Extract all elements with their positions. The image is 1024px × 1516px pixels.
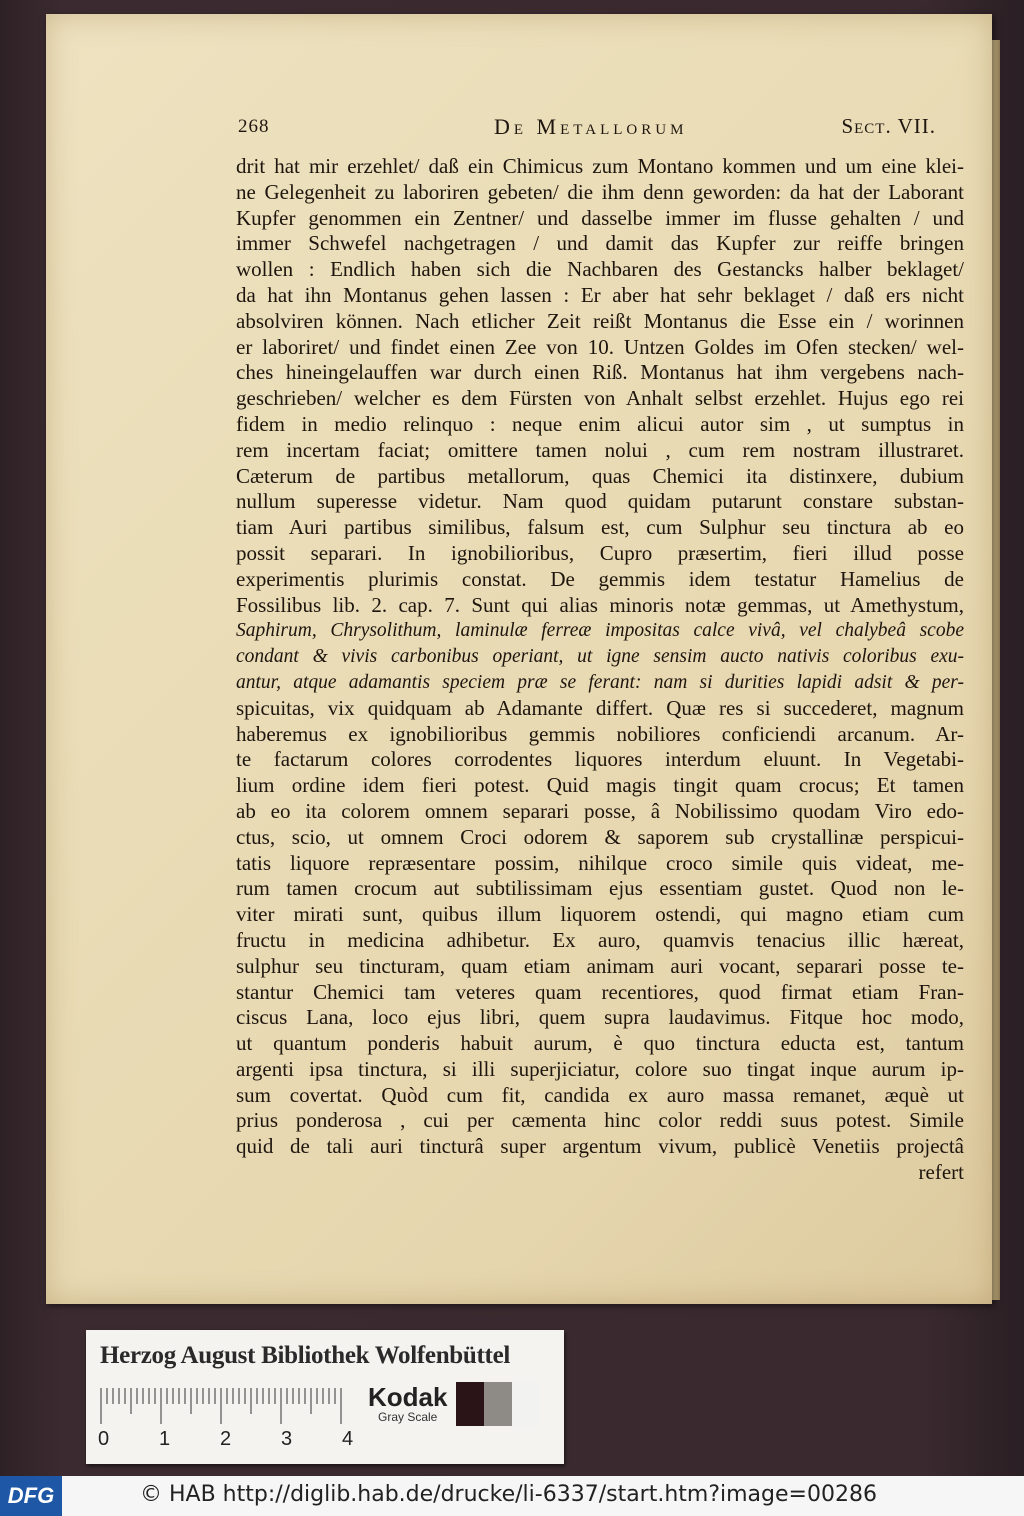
text-line: da hat ihn Montanus gehen lassen : Er aber hat sehr beklaget / daß ers nicht bbox=[236, 282, 964, 307]
library-name: Herzog August Bibliothek Wolfenbüttel bbox=[100, 1342, 511, 1369]
gray-swatch bbox=[512, 1382, 540, 1426]
text-line: prius ponderosa , cui per cæmenta hinc color reddi suus potest. Simile bbox=[236, 1108, 964, 1133]
text-line: Fossilibus lib. 2. cap. 7. Sunt qui alias minoris notæ gemmas, ut Amethystum, bbox=[236, 592, 964, 617]
text-line: fructu in medicina adhibetur. Ex auro, quamvis tenacius illic hæreat, bbox=[236, 927, 964, 952]
text-line: condant & vivis carbonibus operiant, ut igne sensim aucto nativis coloribus exu- bbox=[236, 646, 964, 668]
text-line: er laboriret/ und findet einen Zee von 10. Untzen Goldes im Ofen stecken/ wel- bbox=[236, 334, 964, 359]
kodak-subtitle: Gray Scale bbox=[378, 1410, 438, 1424]
text-line: ciscus Lana, loco ejus libri, quem supra laudavimus. Fitque hoc modo, bbox=[236, 1005, 964, 1030]
page-header bbox=[238, 110, 964, 142]
text-line: quid de tali auri tincturâ super argentum vivum, publicè Venetiis projectâ bbox=[236, 1134, 964, 1159]
ruler-number: 4 bbox=[342, 1428, 354, 1450]
library-color-card bbox=[86, 1330, 564, 1464]
text-line: viter mirati sunt, quibus illum liquorem ostendi, qui magno etiam cum bbox=[236, 902, 964, 927]
ruler-number: 3 bbox=[281, 1428, 293, 1450]
ruler-number: 1 bbox=[159, 1428, 171, 1450]
text-line: Kupfer genommen ein Zentner/ und dasselbe immer im flusse gehalten / und bbox=[236, 205, 964, 230]
text-line: wollen : Endlich haben sich die Nachbaren des Gestancks halber beklaget/ bbox=[236, 257, 964, 282]
text-line: ne Gelegenheit zu laboriren gebeten/ die ihm denn geworden: da hat der Laborant bbox=[236, 179, 964, 204]
text-line: ut quantum ponderis habuit aurum, è quo tinctura educta est, tantum bbox=[236, 1031, 964, 1056]
text-line: antur, atque adamantis speciem præ se ferant: nam si durities lapidi adsit & per- bbox=[236, 671, 964, 693]
gray-swatch bbox=[484, 1382, 512, 1426]
text-line: experimentis plurimis constat. De gemmis idem testatur Hamelius de bbox=[236, 566, 964, 591]
copyright-credit: © HAB http://diglib.hab.de/drucke/li-6337/start.htm?image=00286 bbox=[140, 1482, 877, 1507]
text-line: lium ordine idem fieri potest. Quid magis tingit quam crocus; Et tamen bbox=[236, 773, 964, 798]
text-line: rum tamen crocum aut subtilissimam ejus essentiam gustet. Quod non le- bbox=[236, 876, 964, 901]
text-line: absolviren können. Nach etlicher Zeit reißt Montanus die Esse ein / worinnen bbox=[236, 308, 964, 333]
text-line: spicuitas, vix quidquam ab Adamante differt. Quæ res si succederet, magnum bbox=[236, 695, 964, 720]
text-line: Cæterum de partibus metallorum, quas Chemici ita distinxere, dubium bbox=[236, 463, 964, 488]
text-line: possit separari. In ignobilioribus, Cupro præsertim, fieri illud posse bbox=[236, 540, 964, 565]
page-number: 268 bbox=[238, 116, 270, 137]
text-line: Saphirum, Chrysolithum, laminulæ ferreæ impositas calce vivâ, vel chalybeâ scobe bbox=[236, 620, 964, 642]
ruler-number: 0 bbox=[98, 1428, 110, 1450]
text-line: sum covertat. Quòd cum fit, candida ex auro massa remanet, æquè ut bbox=[236, 1082, 964, 1107]
text-line: immer Schwefel nachgetragen / und damit das Kupfer zur reiffe bringen bbox=[236, 231, 964, 256]
ruler-number: 2 bbox=[220, 1428, 232, 1450]
text-line: nullum superesse videtur. Nam quod quidam putarunt constare substan- bbox=[236, 489, 964, 514]
text-line: refert bbox=[918, 1160, 964, 1185]
text-line: sulphur seu tincturam, quam etiam animam auri vocant, separari posse te- bbox=[236, 953, 964, 978]
text-line: geschrieben/ welcher es dem Fürsten von Anhalt selbst erzehlet. Hujus ego rei bbox=[236, 386, 964, 411]
gray-swatch bbox=[456, 1382, 484, 1426]
body-text bbox=[236, 154, 964, 1186]
text-line: drit hat mir erzehlet/ daß ein Chimicus zum Montano kommen und um eine klei- bbox=[236, 154, 964, 178]
running-title: De Metallorum bbox=[494, 114, 688, 139]
text-line: tatis liquore repræsentare possim, nihilque croco simile quis videat, me- bbox=[236, 850, 964, 875]
section-label: Sect. VII. bbox=[841, 114, 936, 138]
text-line: ctus, scio, ut omnem Croci odorem & saporem sub crystallinæ perspicui- bbox=[236, 824, 964, 849]
kodak-logo: Kodak bbox=[368, 1382, 448, 1412]
text-line: rem incertam faciat; omittere tamen nolui , cum rem nostram illustraret. bbox=[236, 437, 964, 462]
text-line: fidem in medio relinquo : neque enim alicui autor sim , ut sumptus in bbox=[236, 411, 964, 436]
text-line: haberemus ex ignobilioribus gemmis nobiliores conficiendi arcanum. Ar- bbox=[236, 721, 964, 746]
text-line: argenti ipsa tinctura, si illi superjiciatur, colore suo tingat inque aurum ip- bbox=[236, 1056, 964, 1081]
dfg-logo: DFG bbox=[0, 1476, 62, 1516]
text-line: te factarum colores corrodentes liquores interdum eluunt. In Vegetabi- bbox=[236, 747, 964, 772]
text-line: stantur Chemici tam veteres quam recentiores, quod firmat etiam Fran- bbox=[236, 979, 964, 1004]
text-line: ches hineingelauffen war durch einen Riß. Montanus hat ihm vergebens nach- bbox=[236, 360, 964, 385]
ruler-scale bbox=[100, 1384, 350, 1424]
text-line: tiam Auri partibus similibus, falsum est, cum Sulphur seu tinctura ab eo bbox=[236, 515, 964, 540]
footer-bar bbox=[0, 1476, 1024, 1516]
text-line: ab eo ita colorem omnem separari posse, â Nobilissimo quodam Viro edo- bbox=[236, 798, 964, 823]
